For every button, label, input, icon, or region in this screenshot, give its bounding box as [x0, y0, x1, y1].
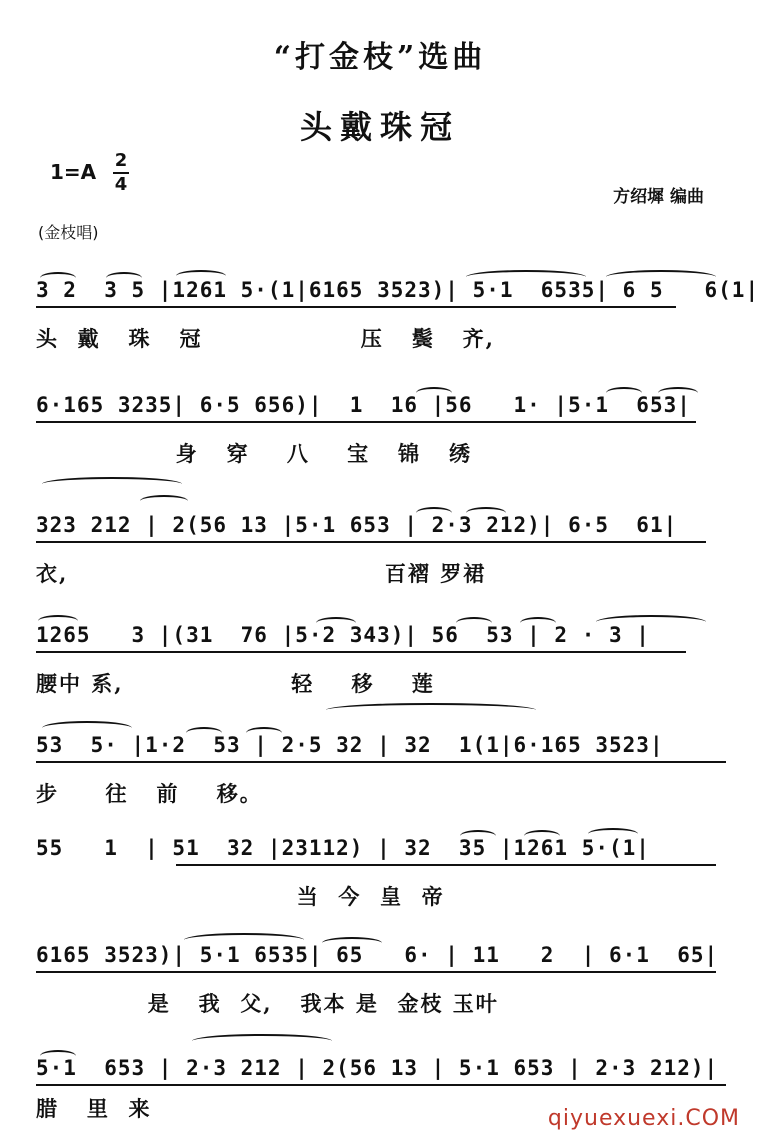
- tie: [42, 721, 132, 735]
- slur: [524, 830, 560, 842]
- slur: [460, 830, 496, 842]
- lyrics-line: 腊 里 来: [36, 1096, 152, 1121]
- slur: [456, 617, 492, 629]
- time-signature: [112, 150, 130, 196]
- slur: [246, 727, 282, 739]
- notes-line: 55 1 | 51 32 |23112) | 32 35 |1261 5·(1|: [36, 836, 650, 860]
- notes-line: 1265 3 |(31 76 |5·2 343)| 56 53 | 2 · 3 |: [36, 623, 650, 647]
- tie: [192, 1034, 332, 1048]
- slur: [520, 617, 556, 629]
- beat-underline: [36, 761, 726, 763]
- lyrics-line: 头 戴 珠 冠 压 鬓 齐,: [36, 326, 495, 351]
- beat-underline: [36, 306, 676, 308]
- meter-bottom: 4: [114, 174, 128, 195]
- slur: [106, 272, 142, 284]
- tie: [42, 477, 182, 491]
- slur: [38, 615, 78, 627]
- slur: [316, 617, 356, 629]
- notes-line: 53 5· |1·2 53 | 2·5 32 | 32 1(1|6·165 3523|: [36, 733, 664, 757]
- lyrics-line: 当 今 皇 帝: [36, 884, 445, 909]
- slur: [40, 272, 76, 284]
- tie: [466, 270, 586, 284]
- notes-line: 323 212 | 2(56 13 |5·1 653 | 2·3 212)| 6·5 61|: [36, 513, 678, 537]
- slur: [658, 387, 698, 399]
- slur: [466, 507, 506, 519]
- beat-underline: [36, 651, 686, 653]
- slur: [588, 828, 638, 840]
- slur: [140, 495, 188, 507]
- meter-top: 2: [114, 150, 128, 171]
- beat-underline: [36, 421, 696, 423]
- slur: [186, 727, 222, 739]
- tie: [184, 933, 304, 947]
- slur: [322, 937, 382, 949]
- tie: [606, 270, 716, 284]
- lyrics-line: 腰中 系, 轻 移 莲: [36, 671, 435, 696]
- beat-underline: [36, 1084, 726, 1086]
- notes-line: 6·165 3235| 6·5 656)| 1 16 |56 1· |5·1 653|: [36, 393, 691, 417]
- notes-line: 6165 3523)| 5·1 6535| 65 6· | 11 2 | 6·1 65|: [36, 943, 719, 967]
- beat-underline: [36, 971, 716, 973]
- beat-underline: [36, 541, 706, 543]
- tie: [596, 615, 706, 629]
- key-signature: 1=A: [50, 160, 97, 184]
- series-title: “打金枝”选曲: [273, 40, 487, 75]
- singer-note: (金枝唱): [38, 223, 99, 242]
- song-title: 头戴珠冠: [299, 108, 460, 146]
- slur: [416, 387, 452, 399]
- lyrics-line: 是 我 父, 我本 是 金枝 玉叶: [36, 991, 499, 1016]
- slur: [416, 507, 452, 519]
- slur: [606, 387, 642, 399]
- tie: [326, 703, 536, 717]
- slur: [176, 270, 226, 282]
- composer-credit: 方绍墀 编曲: [613, 187, 704, 207]
- notes-line: 5·1 653 | 2·3 212 | 2(56 13 | 5·1 653 | 2·3 212)|: [36, 1056, 719, 1080]
- lyrics-line: 步 往 前 移。: [36, 781, 263, 806]
- slur: [40, 1050, 76, 1062]
- lyrics-line: 衣, 百褶 罗裙: [36, 561, 487, 586]
- lyrics-line: 身 穿 八 宝 锦 绣: [36, 441, 472, 466]
- site-watermark: qiyuexuexi.COM: [547, 1106, 740, 1131]
- notes-line: 3 2 3 5 |1261 5·(1|6165 3523)| 5·1 6535| 6 5 6(1|: [36, 278, 760, 302]
- beat-underline: [176, 864, 716, 866]
